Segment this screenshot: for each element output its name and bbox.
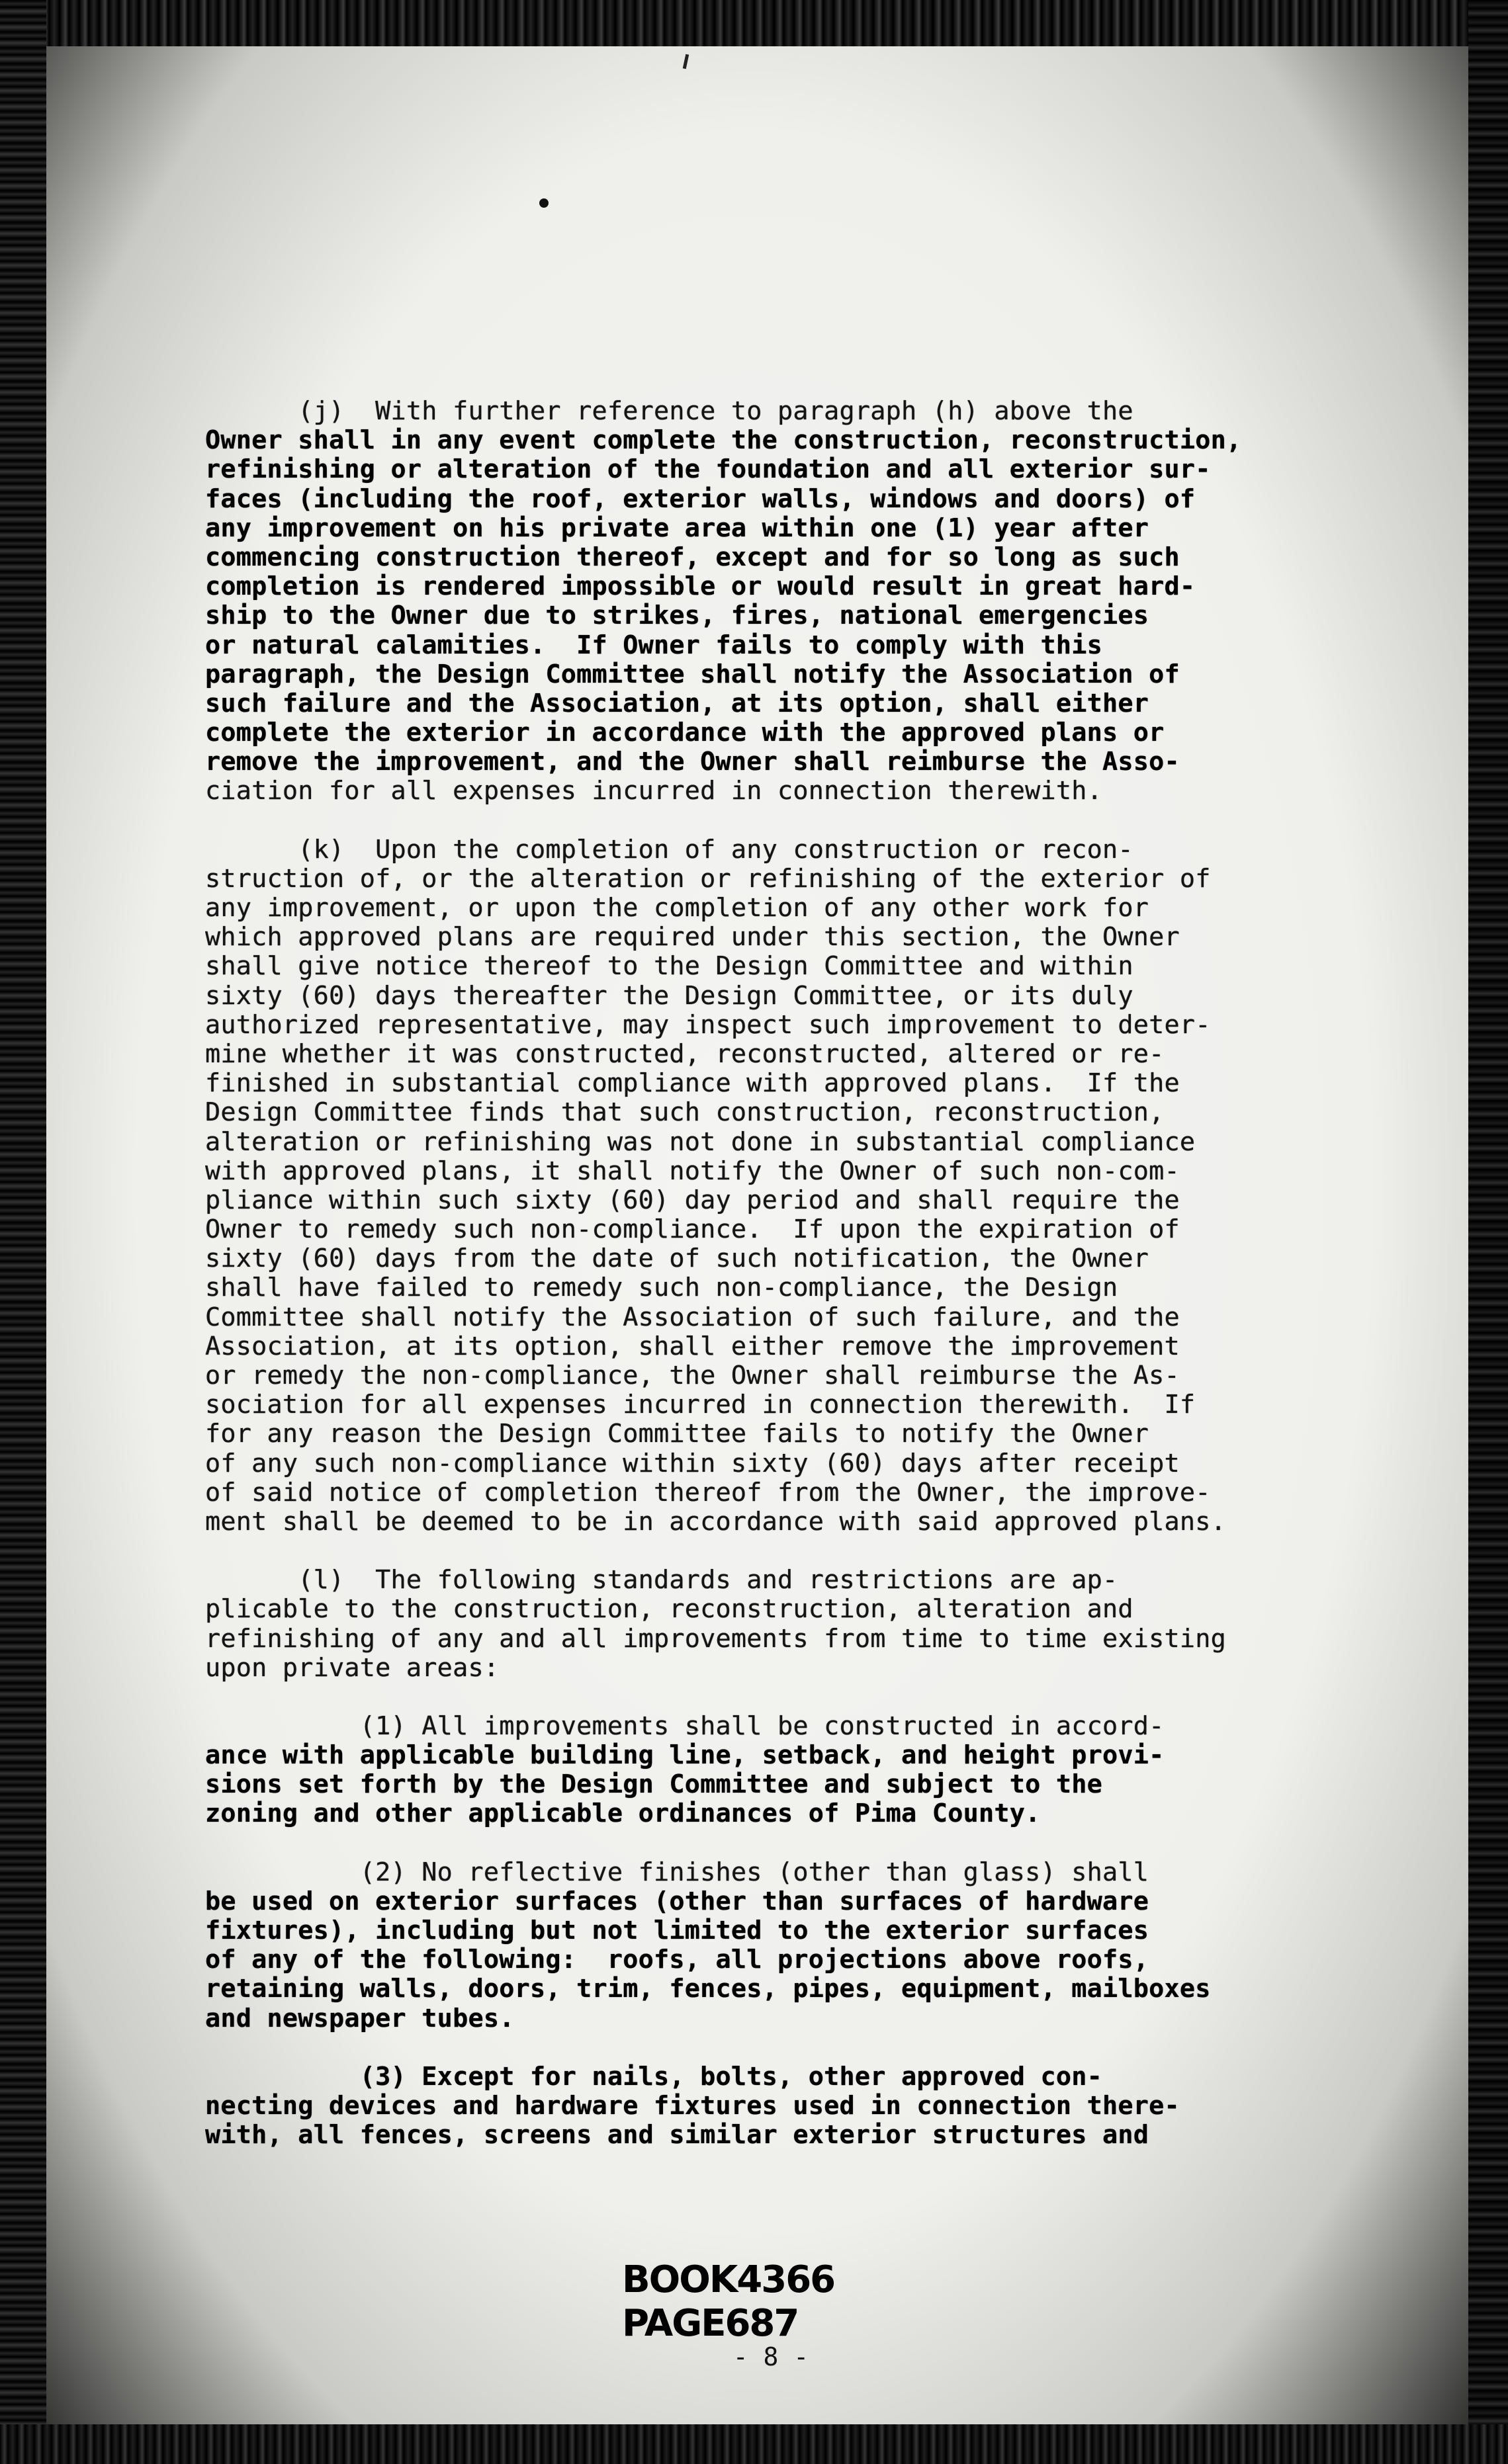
- paragraph-line: (3) Except for nails, bolts, other approved con-: [205, 2062, 1102, 2092]
- paragraph-line: sixty (60) days from the date of such notification, the Owner: [205, 1244, 1149, 1274]
- paragraph-line: any improvement on his private area within one (1) year after: [205, 513, 1149, 543]
- paragraph-line: for any reason the Design Committee fails to notify the Owner: [205, 1420, 1149, 1449]
- document-body: [205, 397, 1390, 2179]
- paragraph-l2: [205, 1858, 1390, 2033]
- paragraph-line: complete the exterior in accordance with the approved plans or: [205, 718, 1165, 748]
- paragraph-line: shall give notice thereof to the Design Committee and within: [205, 952, 1133, 982]
- paragraph-line: ance with applicable building line, setback, and height provi-: [205, 1741, 1165, 1771]
- paragraph-line: authorized representative, may inspect such improvement to deter-: [205, 1010, 1211, 1040]
- paragraph-line: paragraph, the Design Committee shall notify the Association of: [205, 659, 1180, 689]
- paragraph-line: or remedy the non-compliance, the Owner shall reimburse the As-: [205, 1361, 1180, 1390]
- scan-border-top: [0, 0, 1508, 46]
- paragraph-line: struction of, or the alteration or refinishing of the exterior of: [205, 864, 1211, 894]
- stray-mark: [683, 54, 689, 69]
- scan-border-bottom: [0, 2424, 1508, 2464]
- paragraph-line: remove the improvement, and the Owner shall reimburse the Asso-: [205, 747, 1180, 777]
- paragraph-line: ship to the Owner due to strikes, fires, national emergencies: [205, 601, 1149, 631]
- paragraph-line: pliance within such sixty (60) day period and shall require the: [205, 1185, 1180, 1215]
- punch-dot: [539, 198, 549, 208]
- paragraph-line: such failure and the Association, at its option, shall either: [205, 689, 1149, 718]
- paragraph-line: (l) The following standards and restrictions are ap-: [205, 1566, 1118, 1595]
- paragraph-line: (1) All improvements shall be constructed in accord-: [205, 1711, 1165, 1741]
- scan-border-right: [1468, 0, 1508, 2464]
- paragraph-l3: [205, 2062, 1390, 2150]
- paragraph-line: or natural calamities. If Owner fails to comply with this: [205, 630, 1102, 660]
- paragraph-line: of any such non-compliance within sixty (60) days after receipt: [205, 1449, 1180, 1478]
- paragraph-line: with, all fences, screens and similar exterior structures and: [205, 2121, 1149, 2150]
- paragraph-line: which approved plans are required under this section, the Owner: [205, 923, 1180, 953]
- recording-stamp: BOOK4366 PAGE687: [622, 2258, 835, 2345]
- paragraph-line: finished in substantial compliance with approved plans. If the: [205, 1069, 1180, 1099]
- paragraph-j: [205, 397, 1390, 806]
- paragraph-line: refinishing or alteration of the foundation and all exterior sur-: [205, 455, 1211, 485]
- paragraph-line: refinishing of any and all improvements from time to time existing: [205, 1624, 1227, 1654]
- paragraph-line: (k) Upon the completion of any construction or recon-: [205, 835, 1133, 865]
- paragraph-line: necting devices and hardware fixtures used in connection there-: [205, 2091, 1180, 2121]
- paragraph-line: Committee shall notify the Association of such failure, and the: [205, 1302, 1180, 1332]
- paragraph-line: ciation for all expenses incurred in connection therewith.: [205, 777, 1102, 806]
- paragraph-line: sixty (60) days thereafter the Design Committee, or its duly: [205, 981, 1133, 1011]
- paragraph-line: sions set forth by the Design Committee and subject to the: [205, 1770, 1102, 1800]
- scan-border-left: [0, 0, 46, 2464]
- paragraph-line: faces (including the roof, exterior walls, windows and doors) of: [205, 484, 1196, 514]
- paragraph-line: Owner shall in any event complete the construction, reconstruction,: [205, 426, 1242, 456]
- paragraph-line: sociation for all expenses incurred in connection therewith. If: [205, 1390, 1196, 1420]
- paragraph-line: and newspaper tubes.: [205, 2004, 515, 2033]
- paragraph-line: any improvement, or upon the completion of any other work for: [205, 894, 1149, 923]
- paragraph-l: [205, 1566, 1390, 1683]
- paragraph-line: Association, at its option, shall either remove the improvement: [205, 1332, 1180, 1361]
- paragraph-line: (2) No reflective finishes (other than glass) shall: [205, 1857, 1149, 1887]
- paragraph-line: retaining walls, doors, trim, fences, pipes, equipment, mailboxes: [205, 1975, 1211, 2004]
- paragraph-line: commencing construction thereof, except and for so long as such: [205, 542, 1180, 572]
- paragraph-line: alteration or refinishing was not done in substantial compliance: [205, 1127, 1196, 1157]
- paragraph-line: be used on exterior surfaces (other than surfaces of hardware: [205, 1887, 1149, 1916]
- paragraph-l1: [205, 1712, 1390, 1829]
- paragraph-line: upon private areas:: [205, 1653, 500, 1683]
- page-number: - 8 -: [732, 2342, 809, 2371]
- paragraph-line: Owner to remedy such non-compliance. If upon the expiration of: [205, 1215, 1180, 1245]
- paragraph-line: plicable to the construction, reconstruction, alteration and: [205, 1595, 1133, 1625]
- paragraph-line: mine whether it was constructed, reconstructed, altered or re-: [205, 1039, 1165, 1069]
- paragraph-line: zoning and other applicable ordinances of Pima County.: [205, 1799, 1041, 1829]
- paragraph-line: Design Committee finds that such construction, reconstruction,: [205, 1098, 1165, 1128]
- paragraph-line: fixtures), including but not limited to the exterior surfaces: [205, 1916, 1149, 1945]
- paragraph-k: [205, 835, 1390, 1537]
- paragraph-line: ment shall be deemed to be in accordance with said approved plans.: [205, 1507, 1227, 1537]
- paragraph-line: with approved plans, it shall notify the Owner of such non-com-: [205, 1156, 1180, 1186]
- paragraph-line: completion is rendered impossible or would result in great hard-: [205, 572, 1196, 602]
- paragraph-line: of said notice of completion thereof from the Owner, the improve-: [205, 1478, 1211, 1508]
- paragraph-line: of any of the following: roofs, all projections above roofs,: [205, 1945, 1149, 1975]
- paragraph-line: (j) With further reference to paragraph (h) above the: [205, 397, 1133, 426]
- paragraph-line: shall have failed to remedy such non-compliance, the Design: [205, 1273, 1118, 1303]
